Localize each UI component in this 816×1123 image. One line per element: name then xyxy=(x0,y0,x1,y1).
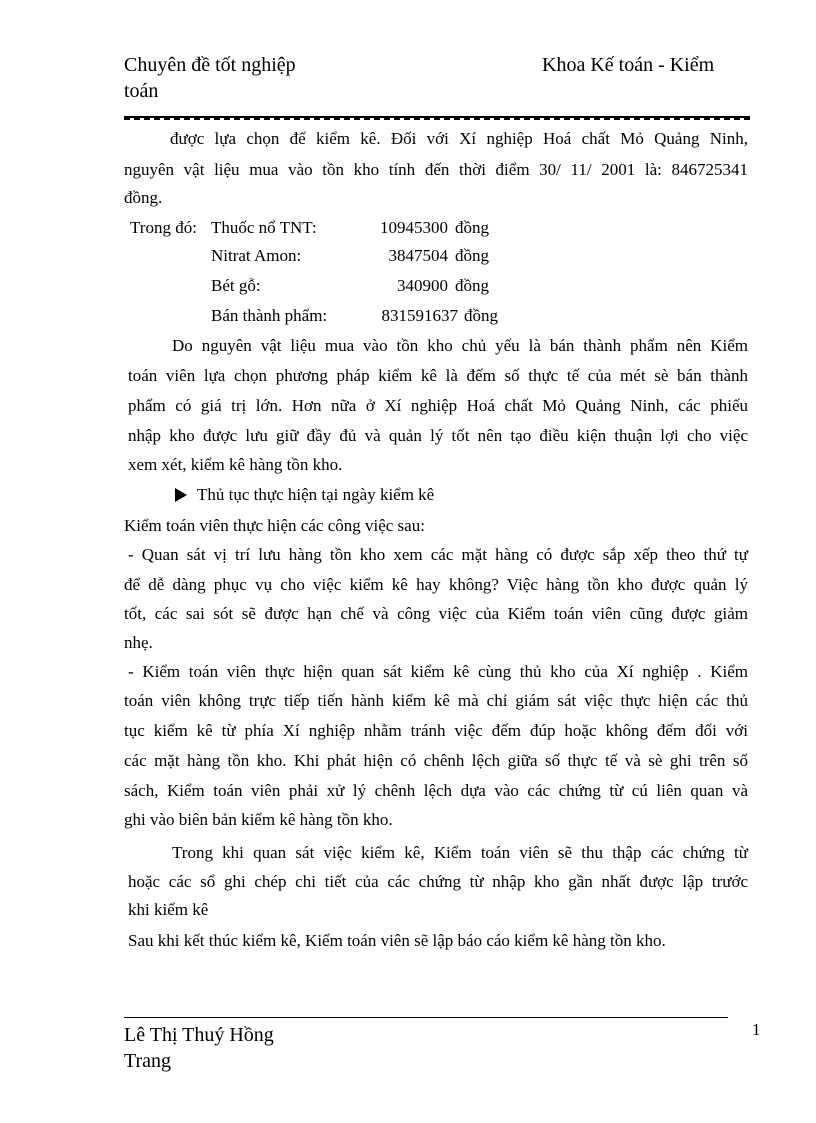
dash-1-line-1: - Quan sát vị trí lưu hàng tồn kho xem các mặt hàng có được sắp xếp theo thứ tự xyxy=(128,545,748,564)
dash-2-line-2: toán viên không trực tiếp tiến hành kiểm kê mà chỉ giám sát việc thực hiện các thủ xyxy=(124,691,748,710)
item-name: Nitrat Amon: xyxy=(211,246,302,265)
bullet-heading-text: Thủ tục thực hiện tại ngày kiểm kê xyxy=(197,485,435,504)
dash-1-line-3: tốt, các sai sót sẽ được hạn chế và công việc của Kiểm toán viên cũng được giảm xyxy=(124,604,748,623)
header-rule xyxy=(124,116,750,120)
dash-2-line-4: các mặt hàng tồn kho. Khi phát hiện có chênh lệch giữa số thực tế và sè ghi trên sổ xyxy=(124,751,748,770)
item-amount: 340900 xyxy=(397,276,448,295)
item-unit: đồng xyxy=(455,246,489,265)
item-name: Bét gỗ: xyxy=(211,276,261,295)
paragraph-1-line-2: nguyên vật liệu mua vào tồn kho tính đến thời điểm 30/ 11/ 2001 là: 846725341 xyxy=(124,160,748,179)
paragraph-2-line-5: xem xét, kiểm kê hàng tồn kho. xyxy=(128,455,343,474)
intro-line: Kiểm toán viên thực hiện các công việc sau: xyxy=(124,516,425,535)
footer-author-line1: Lê Thị Thuý Hồng xyxy=(124,1024,274,1046)
dash-1-line-2: để dễ dàng phục vụ cho việc kiểm kê hay không? Việc hàng tồn kho được quản lý xyxy=(124,575,748,594)
item-name: Bán thành phẩm: xyxy=(211,306,328,325)
footer-author-line2: Trang xyxy=(124,1050,172,1072)
bullet-heading xyxy=(175,485,434,505)
paragraph-3-line-2: hoặc các sổ ghi chép chi tiết của các chứng từ nhập kho gần nhất được lập trước xyxy=(128,872,748,891)
item-amount: 10945300 xyxy=(380,218,448,237)
items-prefix: Trong đó: xyxy=(130,218,197,237)
header-right: Khoa Kế toán - Kiểm xyxy=(542,54,715,76)
dash-1-line-4: nhẹ. xyxy=(124,633,153,652)
paragraph-2-line-1: Do nguyên vật liệu mua vào tồn kho chủ yếu là bán thành phẩm nên Kiểm xyxy=(172,336,748,355)
item-unit: đồng xyxy=(464,306,498,325)
dash-2-line-3: tục kiểm kê từ phía Xí nghiệp nhằm tránh việc đếm đúp hoặc không đếm đối với xyxy=(124,721,748,740)
dash-2-line-1: - Kiểm toán viên thực hiện quan sát kiểm kê cùng thủ kho của Xí nghiệp . Kiểm xyxy=(128,662,748,681)
item-unit: đồng xyxy=(455,276,489,295)
paragraph-2-line-4: nhập kho được lưu giữ đầy đủ và quản lý tốt nên tạo điều kiện thuận lợi cho việc xyxy=(128,426,748,445)
header-left-line1: Chuyên đề tốt nghiệp xyxy=(124,54,296,76)
paragraph-4: Sau khi kết thúc kiểm kê, Kiểm toán viên sẽ lập báo cáo kiểm kê hàng tồn kho. xyxy=(128,931,666,950)
dash-2-line-6: ghi vào biên bản kiểm kê hàng tồn kho. xyxy=(124,810,393,829)
item-unit: đồng xyxy=(455,218,489,237)
paragraph-3-line-3: khi kiểm kê xyxy=(128,900,209,919)
footer-rule xyxy=(124,1017,728,1018)
item-name: Thuốc nổ TNT: xyxy=(211,218,317,237)
paragraph-1-line-1: được lựa chọn để kiểm kê. Đối với Xí nghiệp Hoá chất Mỏ Quảng Ninh, xyxy=(170,129,748,148)
item-amount: 831591637 xyxy=(381,306,458,325)
page-number: 1 xyxy=(752,1020,761,1039)
paragraph-3-line-1: Trong khi quan sát việc kiểm kê, Kiểm toán viên sẽ thu thập các chứng từ xyxy=(172,843,748,862)
paragraph-1-line-3: đồng. xyxy=(124,188,163,207)
paragraph-2-line-2: toán viên lựa chọn phương pháp kiểm kê là đếm số thực tế của mét sè bán thành xyxy=(128,366,748,385)
arrow-bullet-icon xyxy=(175,488,187,502)
header-left-line2: toán xyxy=(124,80,159,102)
dash-2-line-5: sách, Kiểm toán viên phải xử lý chênh lệch dựa vào các chứng từ cú liên quan và xyxy=(124,781,748,800)
paragraph-2-line-3: phẩm có giá trị lớn. Hơn nữa ở Xí nghiệp Hoá chất Mỏ Quảng Ninh, các phiếu xyxy=(128,396,748,415)
item-amount: 3847504 xyxy=(388,246,448,265)
